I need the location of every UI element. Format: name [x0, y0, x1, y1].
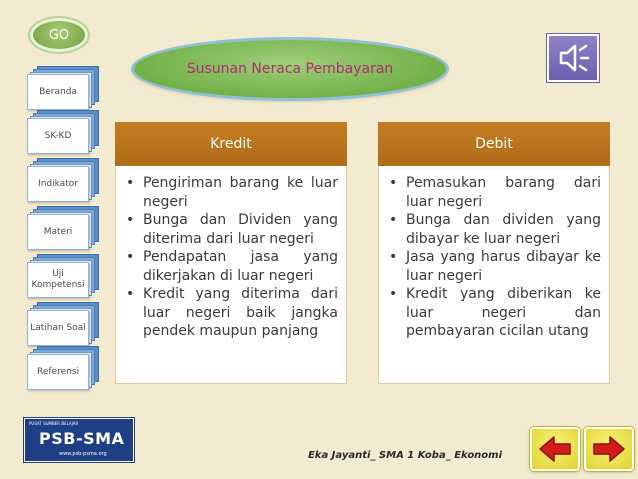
- column-body-debit: [378, 166, 610, 384]
- sidebar-item-referensi[interactable]: [27, 354, 87, 388]
- logo-tagline: PUSAT SUMBER BELAJAR: [29, 421, 79, 426]
- sidebar-item-label: Uji Kompetensi: [27, 262, 89, 298]
- sidebar-item-indikator[interactable]: [27, 166, 87, 200]
- sound-button[interactable]: [547, 34, 599, 82]
- arrow-left-icon: [537, 434, 573, 464]
- footer-credit: Eka Jayanti_ SMA 1 Koba_ Ekonomi: [307, 450, 503, 461]
- list-item: • Pengiriman barang ke luar negeri: [124, 174, 338, 211]
- sidebar-item-label: SK-KD: [27, 118, 89, 154]
- list-item: • Kredit yang diberikan ke luar negeri dan pembayaran cicilan utang: [387, 285, 601, 341]
- list-item: • Jasa yang harus dibayar ke luar negeri: [387, 248, 601, 285]
- sidebar-item-label: Beranda: [27, 74, 89, 110]
- speaker-icon: [549, 36, 597, 80]
- sidebar-item-latihan-soal[interactable]: [27, 310, 87, 344]
- list-item: • Pemasukan barang dari luar negeri: [387, 174, 601, 211]
- kredit-list: [124, 174, 338, 341]
- sidebar-item-label: Latihan Soal: [27, 310, 89, 346]
- sidebar-item-uji-kompetensi[interactable]: [27, 262, 87, 296]
- debit-list: [387, 174, 601, 341]
- sidebar-item-label: Indikator: [27, 166, 89, 202]
- list-item: • Pendapatan jasa yang dikerjakan di luar negeri: [124, 248, 338, 285]
- prev-button[interactable]: [530, 427, 580, 471]
- logo-url: www.psb-psma.org: [59, 451, 107, 457]
- column-header-label: Debit: [475, 136, 513, 152]
- column-header-kredit: [115, 122, 347, 166]
- sidebar-item-label: Materi: [27, 214, 89, 250]
- sidebar-item-sk-kd[interactable]: [27, 118, 87, 152]
- next-button[interactable]: [584, 427, 634, 471]
- arrow-right-icon: [591, 434, 627, 464]
- column-header-label: Kredit: [210, 136, 252, 152]
- sidebar-item-label: Referensi: [27, 354, 89, 390]
- logo-text: PSB-SMA: [39, 429, 125, 448]
- column-body-kredit: [115, 166, 347, 384]
- sidebar-item-beranda[interactable]: [27, 74, 87, 108]
- psb-sma-logo: [24, 418, 134, 462]
- sidebar-item-materi[interactable]: [27, 214, 87, 248]
- list-item: • Bunga dan Dividen yang diterima dari luar negeri: [124, 211, 338, 248]
- list-item: • Kredit yang diterima dari luar negeri baik jangka pendek maupun panjang: [124, 285, 338, 341]
- page-title: Susunan Neraca Pembayaran: [186, 61, 394, 77]
- title-banner: [134, 40, 446, 98]
- list-item: • Bunga dan dividen yang dibayar ke luar negeri: [387, 211, 601, 248]
- go-label: GO: [48, 27, 70, 43]
- column-header-debit: [378, 122, 610, 166]
- go-button[interactable]: [30, 18, 88, 52]
